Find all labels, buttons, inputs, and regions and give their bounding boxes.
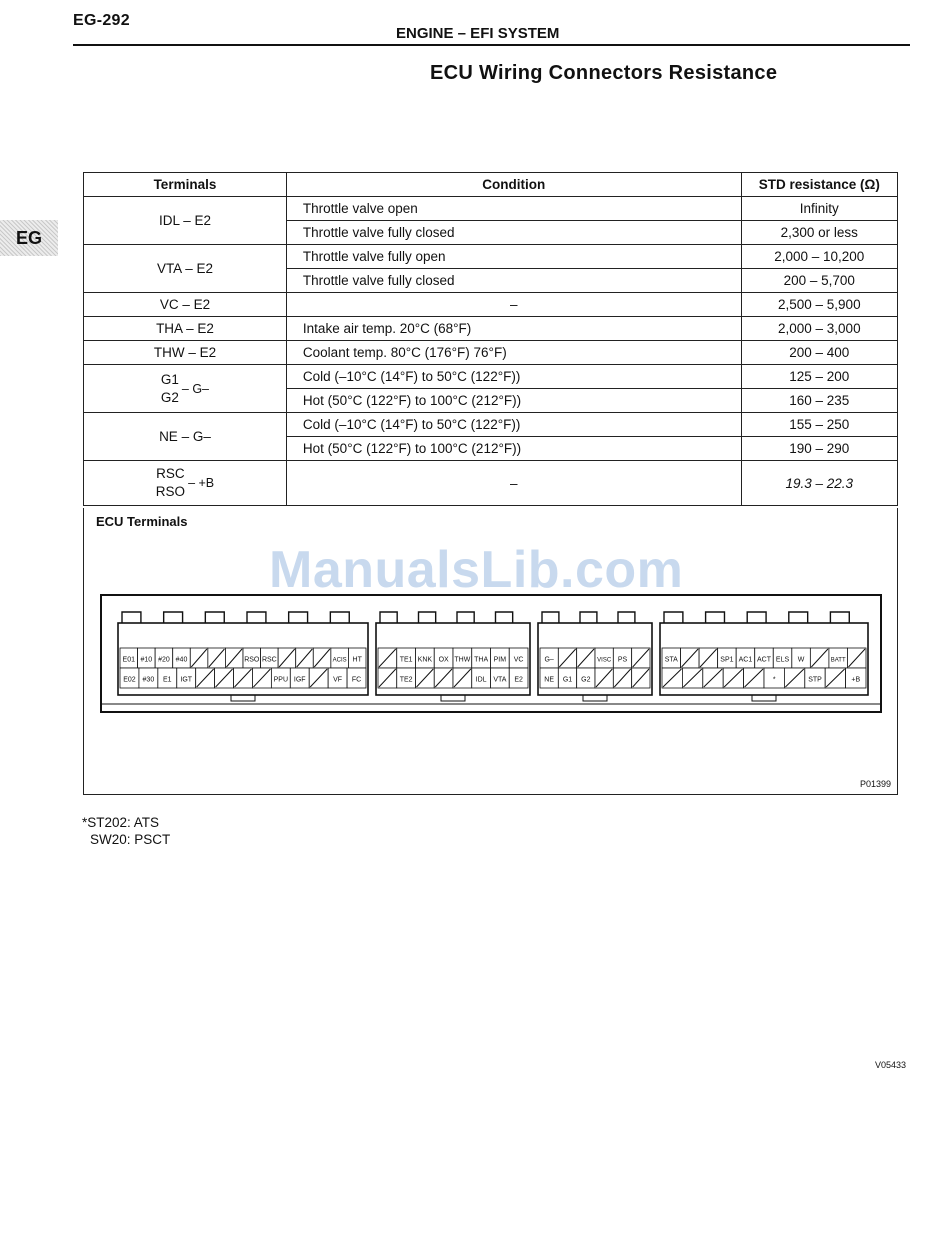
connector-key-notch xyxy=(706,612,725,623)
table-row xyxy=(84,245,898,269)
condition-cell: – xyxy=(286,461,741,506)
resistance-cell: 155 – 250 xyxy=(741,413,897,437)
terminal-pin-label: ACT xyxy=(757,656,771,664)
terminal-pin-label: OX xyxy=(438,656,449,664)
table-row xyxy=(84,413,898,437)
terminal-pin-label: SP1 xyxy=(720,656,734,664)
terminal-pin-label: NE xyxy=(544,676,555,684)
resistance-cell: 200 – 400 xyxy=(741,341,897,365)
ecu-connector-diagram xyxy=(84,508,897,794)
terminal-pin-label: E1 xyxy=(163,676,172,684)
header-std-resistance: STD resistance (Ω) xyxy=(741,173,897,197)
connector-key-notch xyxy=(122,612,141,623)
footnote-st202: *ST202: ATS xyxy=(82,815,160,830)
terminal-cell: IDL – E2 xyxy=(84,197,287,245)
terminal-pin-label: ELS xyxy=(775,656,790,664)
terminal-pin-label: PS xyxy=(617,656,628,664)
resistance-cell: 19.3 – 22.3 xyxy=(741,461,897,506)
header-condition: Condition xyxy=(286,173,741,197)
terminal-pin-label: VISC xyxy=(597,657,612,664)
terminal-cell: VC – E2 xyxy=(84,293,287,317)
terminal-pin-label: STP xyxy=(808,676,822,684)
connector-key-notch xyxy=(419,612,436,623)
terminal-pin-label: RSC xyxy=(261,656,277,664)
terminal-pin-label: RSO xyxy=(244,656,260,664)
condition-cell: Throttle valve fully closed xyxy=(286,221,741,245)
terminal-pin-label: BATT xyxy=(830,657,846,664)
terminal-pin-label: E02 xyxy=(123,676,136,684)
terminal-pin-label: W xyxy=(797,656,805,664)
condition-cell: Throttle valve fully open xyxy=(286,245,741,269)
table-row xyxy=(84,293,898,317)
terminal-pin-label: FC xyxy=(351,676,362,684)
condition-cell: – xyxy=(286,293,741,317)
terminal-pin-label: E01 xyxy=(122,656,136,664)
connector-key-notch xyxy=(747,612,766,623)
connector-latch xyxy=(752,695,776,701)
connector-key-notch xyxy=(380,612,397,623)
connector-key-notch xyxy=(618,612,635,623)
connector-key-notch xyxy=(247,612,266,623)
resistance-cell: 2,300 or less xyxy=(741,221,897,245)
table-row xyxy=(84,341,898,365)
connector-key-notch xyxy=(496,612,513,623)
terminal-cell xyxy=(84,461,287,506)
condition-cell: Cold (–10°C (14°F) to 50°C (122°F)) xyxy=(286,413,741,437)
resistance-cell: 2,500 – 5,900 xyxy=(741,293,897,317)
terminal-pin-label: ACIS xyxy=(332,657,347,664)
ecu-terminals-label: ECU Terminals xyxy=(96,514,188,529)
terminal-pin-label: PPU xyxy=(273,676,289,684)
connector-key-notch xyxy=(289,612,308,623)
connector-key-notch xyxy=(330,612,349,623)
terminal-suffix: – G– xyxy=(181,381,210,396)
terminal-pin-label: G1 xyxy=(562,676,573,684)
terminal-pin-label: G2 xyxy=(581,676,591,684)
terminal-rsc: RSC xyxy=(156,466,185,481)
terminal-pin-label: STA xyxy=(664,656,678,664)
connector-key-notch xyxy=(664,612,683,623)
terminal-cell: THW – E2 xyxy=(84,341,287,365)
terminal-pin-label: VF xyxy=(333,676,343,684)
connector-latch xyxy=(441,695,465,701)
connector-key-notch xyxy=(164,612,183,623)
resistance-cell: 2,000 – 10,200 xyxy=(741,245,897,269)
terminal-pin-label: TE1 xyxy=(399,656,413,664)
connector-latch xyxy=(231,695,255,701)
terminal-pin-label: #40 xyxy=(175,656,188,664)
condition-cell: Hot (50°C (122°F) to 100°C (212°F)) xyxy=(286,389,741,413)
terminal-cell xyxy=(84,365,287,413)
terminal-pin-label: IGF xyxy=(293,676,306,684)
page-title: ECU Wiring Connectors Resistance xyxy=(430,62,778,84)
terminal-suffix: – +B xyxy=(188,476,215,490)
condition-cell: Cold (–10°C (14°F) to 50°C (122°F)) xyxy=(286,365,741,389)
page-number: EG-292 xyxy=(73,12,130,29)
terminal-cell: VTA – E2 xyxy=(84,245,287,293)
table-row xyxy=(84,197,898,221)
terminal-pin-label: TE2 xyxy=(399,676,413,684)
terminal-pin-label: IDL xyxy=(475,676,487,684)
table-row xyxy=(84,461,898,506)
connector-key-notch xyxy=(789,612,808,623)
resistance-cell: 190 – 290 xyxy=(741,437,897,461)
connector-key-notch xyxy=(542,612,559,623)
terminal-pin-label: +B xyxy=(851,676,861,684)
section-side-tab: EG xyxy=(0,220,58,256)
section-heading: ENGINE – EFI SYSTEM xyxy=(396,25,560,42)
resistance-cell: 160 – 235 xyxy=(741,389,897,413)
table-row xyxy=(84,317,898,341)
header-terminals: Terminals xyxy=(84,173,287,197)
terminal-pin-label: HT xyxy=(352,656,362,664)
condition-cell: Intake air temp. 20°C (68°F) xyxy=(286,317,741,341)
terminal-cell: THA – E2 xyxy=(84,317,287,341)
terminal-pin-label: IGT xyxy=(180,676,193,684)
condition-cell: Coolant temp. 80°C (176°F) 76°F) xyxy=(286,341,741,365)
watermark: ManualsLib.com xyxy=(269,541,684,599)
connector-key-notch xyxy=(580,612,597,623)
resistance-cell: 2,000 – 3,000 xyxy=(741,317,897,341)
terminal-pin-label: G– xyxy=(544,656,554,664)
condition-cell: Throttle valve open xyxy=(286,197,741,221)
table-header-row xyxy=(84,173,898,197)
terminal-pin-label: #30 xyxy=(142,676,155,684)
resistance-table xyxy=(83,172,898,506)
terminal-pin-label: VC xyxy=(513,656,524,664)
terminal-g2: G2 xyxy=(160,389,179,405)
terminal-g1: G1 xyxy=(160,371,179,387)
terminal-pin-label: #20 xyxy=(158,656,170,664)
terminal-pin-label: PIM xyxy=(493,656,507,664)
condition-cell: Hot (50°C (122°F) to 100°C (212°F)) xyxy=(286,437,741,461)
terminal-pin-label: THA xyxy=(474,656,489,664)
ecu-terminals-panel xyxy=(83,508,898,795)
connector-key-notch xyxy=(830,612,849,623)
terminal-pin-label: * xyxy=(772,676,776,684)
connector-key-notch xyxy=(457,612,474,623)
resistance-cell: Infinity xyxy=(741,197,897,221)
resistance-cell: 200 – 5,700 xyxy=(741,269,897,293)
terminal-pin-label: AC1 xyxy=(738,656,753,664)
resistance-cell: 125 – 200 xyxy=(741,365,897,389)
page-code: V05433 xyxy=(875,1060,907,1070)
table-row xyxy=(84,365,898,389)
terminal-pin-label: #10 xyxy=(140,656,153,664)
footnote-sw20: SW20: PSCT xyxy=(90,832,171,847)
terminal-pin-label: THW xyxy=(454,656,471,664)
header-rule xyxy=(73,44,910,46)
connector-key-notch xyxy=(205,612,224,623)
terminal-pin-label: E2 xyxy=(514,676,523,684)
terminal-cell: NE – G– xyxy=(84,413,287,461)
figure-code: P01399 xyxy=(859,779,891,789)
terminal-pin-label: KNK xyxy=(417,656,433,664)
connector-latch xyxy=(583,695,607,701)
terminal-pin-label: VTA xyxy=(493,676,507,684)
condition-cell: Throttle valve fully closed xyxy=(286,269,741,293)
terminal-rso: RSO xyxy=(155,484,186,499)
